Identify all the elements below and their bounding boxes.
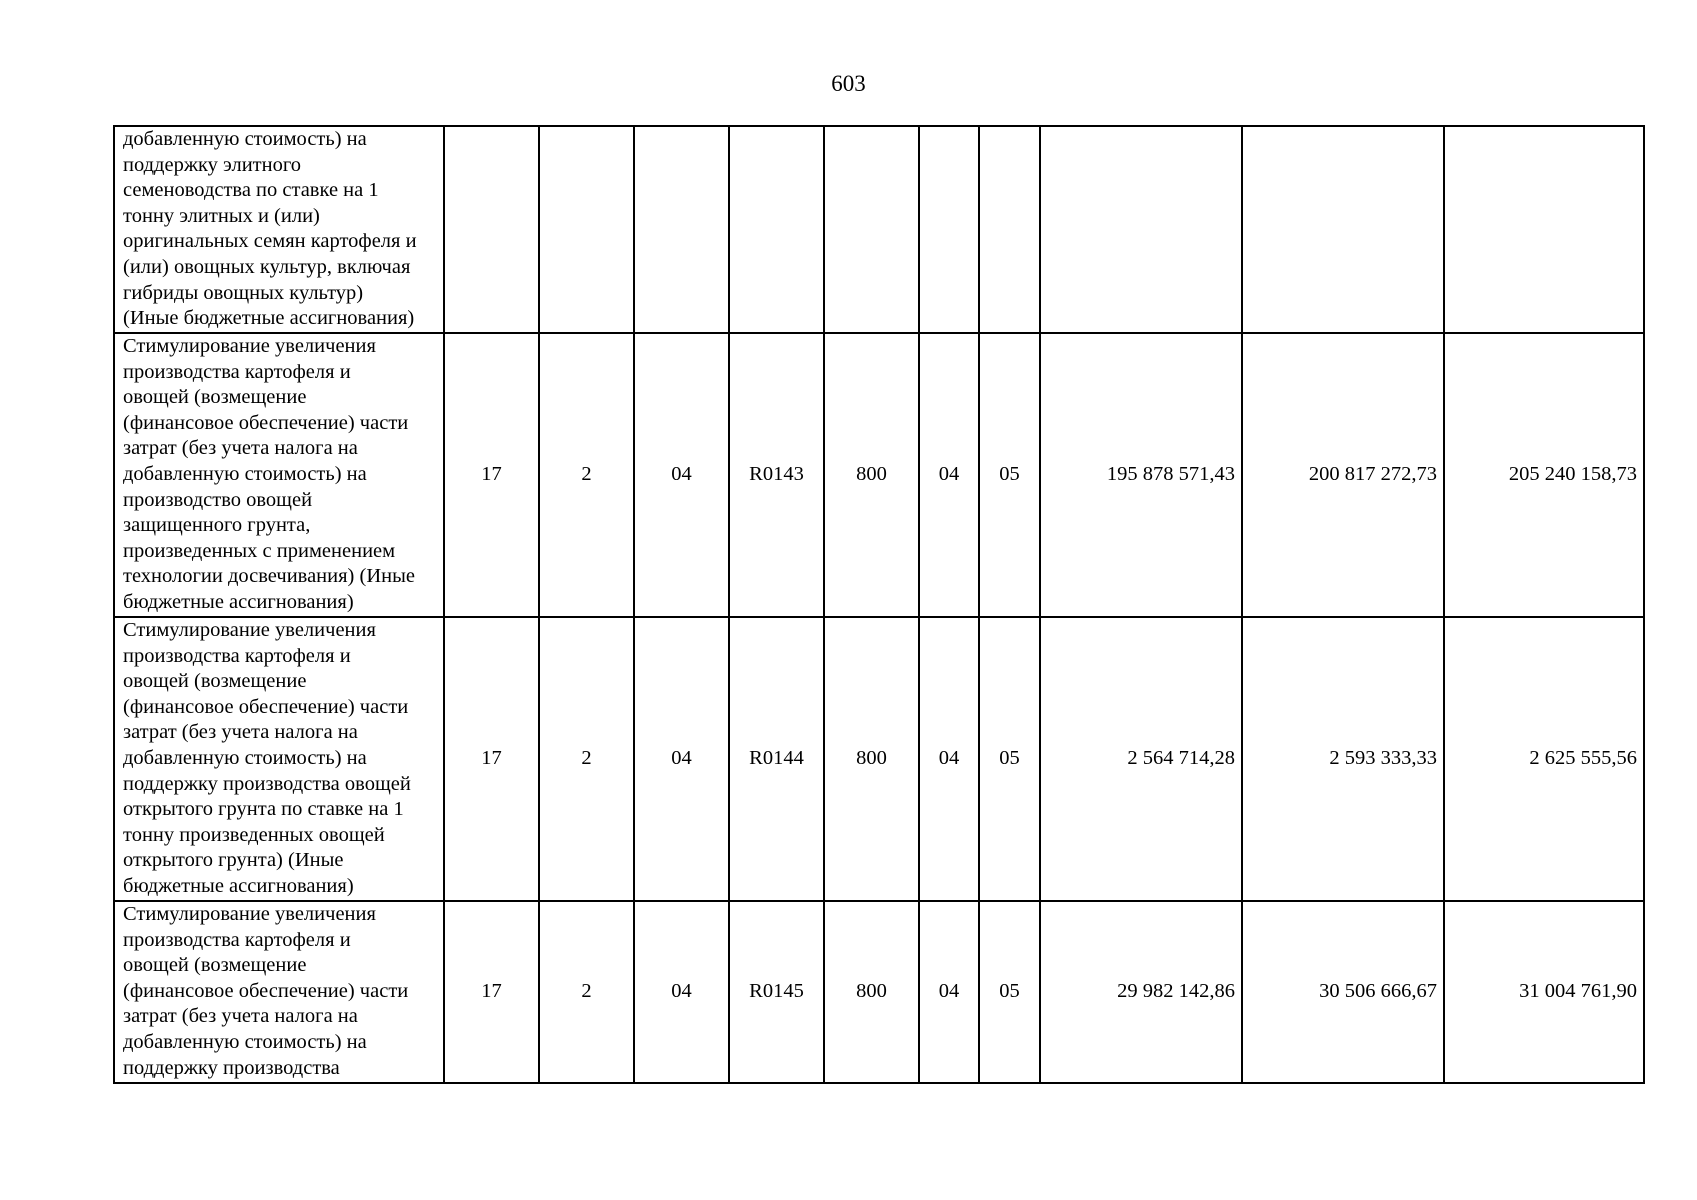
section-code-cell: 04 — [919, 617, 979, 901]
event-code-cell — [634, 126, 729, 333]
table-row — [114, 617, 1644, 901]
amount-year2-cell: 2 593 333,33 — [1242, 617, 1444, 901]
amount-year3-cell: 31 004 761,90 — [1444, 901, 1644, 1083]
table-row — [114, 333, 1644, 617]
amount-year2-cell: 30 506 666,67 — [1242, 901, 1444, 1083]
subsection-code-cell — [979, 126, 1040, 333]
subsection-code-cell: 05 — [979, 617, 1040, 901]
table-row — [114, 126, 1644, 333]
subprogram-code-cell: 2 — [539, 901, 634, 1083]
amount-year1-cell: 195 878 571,43 — [1040, 333, 1242, 617]
expense-type-cell: 800 — [824, 617, 919, 901]
subsection-code-cell: 05 — [979, 333, 1040, 617]
section-code-cell: 04 — [919, 333, 979, 617]
direction-code-cell: R0143 — [729, 333, 824, 617]
row-description: Стимулирование увеличения производства картофеля и овощей (возмещение (финансовое обеспечение) части затрат (без учета налога на добавленную стоимость) на производство овощей защищенного грунта, произведенных с применением технологии досвечивания) (Иные бюджетные ассигнования) — [114, 333, 444, 617]
program-code-cell — [444, 126, 539, 333]
subprogram-code-cell: 2 — [539, 617, 634, 901]
amount-year3-cell: 2 625 555,56 — [1444, 617, 1644, 901]
program-code-cell: 17 — [444, 901, 539, 1083]
expense-type-cell: 800 — [824, 333, 919, 617]
subsection-code-cell: 05 — [979, 901, 1040, 1083]
amount-year3-cell — [1444, 126, 1644, 333]
row-description: Стимулирование увеличения производства картофеля и овощей (возмещение (финансовое обеспечение) части затрат (без учета налога на добавленную стоимость) на поддержку производства — [114, 901, 444, 1083]
amount-year1-cell: 2 564 714,28 — [1040, 617, 1242, 901]
direction-code-cell — [729, 126, 824, 333]
expense-type-cell — [824, 126, 919, 333]
expense-type-cell: 800 — [824, 901, 919, 1083]
amount-year3-cell: 205 240 158,73 — [1444, 333, 1644, 617]
direction-code-cell: R0145 — [729, 901, 824, 1083]
section-code-cell: 04 — [919, 901, 979, 1083]
section-code-cell — [919, 126, 979, 333]
subprogram-code-cell — [539, 126, 634, 333]
event-code-cell: 04 — [634, 333, 729, 617]
page-number: 603 — [831, 71, 866, 96]
row-description: добавленную стоимость) на поддержку элитного семеноводства по ставке на 1 тонну элитных и (или) оригинальных семян картофеля и (или) овощных культур, включая гибриды овощных культур) (Иные бюджетные ассигнования) — [114, 126, 444, 333]
budget-table — [113, 125, 1645, 1084]
subprogram-code-cell: 2 — [539, 333, 634, 617]
row-description: Стимулирование увеличения производства картофеля и овощей (возмещение (финансовое обеспечение) части затрат (без учета налога на добавленную стоимость) на поддержку производства овощей открытого грунта по ставке на 1 тонну произведенных овощей открытого грунта) (Иные бюджетные ассигнования) — [114, 617, 444, 901]
program-code-cell: 17 — [444, 333, 539, 617]
event-code-cell: 04 — [634, 901, 729, 1083]
event-code-cell: 04 — [634, 617, 729, 901]
direction-code-cell: R0144 — [729, 617, 824, 901]
amount-year2-cell: 200 817 272,73 — [1242, 333, 1444, 617]
table-row — [114, 901, 1644, 1083]
amount-year1-cell — [1040, 126, 1242, 333]
amount-year1-cell: 29 982 142,86 — [1040, 901, 1242, 1083]
amount-year2-cell — [1242, 126, 1444, 333]
program-code-cell: 17 — [444, 617, 539, 901]
